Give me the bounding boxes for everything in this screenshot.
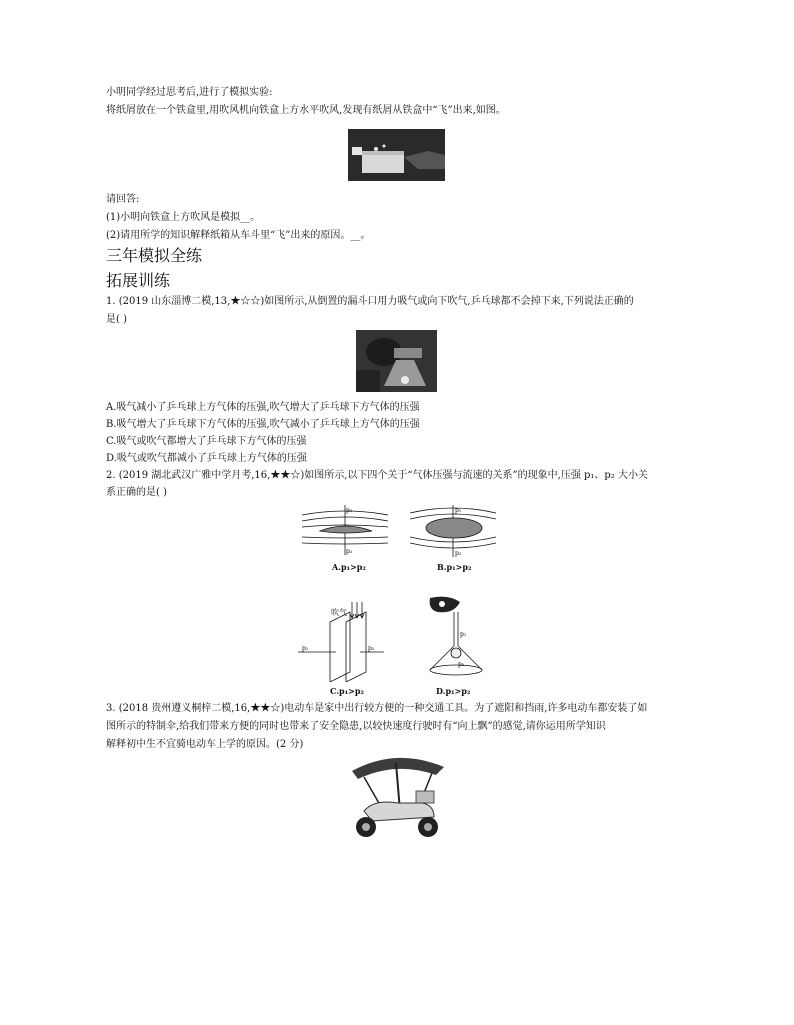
tin-box-photo bbox=[348, 129, 445, 181]
question-2: (2)请用所学的知识解释纸箱从车斗里“飞”出来的原因。__。 bbox=[106, 230, 371, 241]
problem2-line-1: 2. (2019 湖北武汉广雅中学月考,16,★★☆)如图所示,以下四个关于“气体压强与流速的关系”的现象中,压强 p₁、p₂ 大小关 bbox=[106, 470, 648, 481]
figure-a-caption: A.p₁>p₂ bbox=[332, 562, 366, 572]
figure-a-p2-label: p₂ bbox=[346, 548, 353, 555]
figure-a-wing bbox=[300, 503, 390, 563]
figure-d-caption: D.p₁>p₂ bbox=[436, 686, 471, 696]
questions-ask: 请回答: bbox=[106, 194, 140, 205]
funnel-photo-art bbox=[356, 330, 437, 392]
figure-c-blow-label: 吹气 bbox=[331, 608, 347, 617]
problem1-line-2: 是( ) bbox=[106, 314, 127, 325]
scooter-umbrella-image bbox=[344, 751, 448, 841]
figure-b-p2-label: p₂ bbox=[455, 550, 462, 557]
figure-b-caption: B.p₁>p₂ bbox=[437, 562, 472, 572]
problem1-option-c: C.吸气或吹气都增大了乒乓球下方气体的压强 bbox=[106, 436, 307, 447]
question-1: (1)小明向铁盒上方吹风是模拟__。 bbox=[106, 212, 261, 223]
figure-c-p2-label: p₂ bbox=[368, 645, 375, 652]
problem3-line-3: 解释初中生不宜骑电动车上学的原因。(2 分) bbox=[106, 739, 304, 750]
problem1-line-1: 1. (2019 山东淄博二模,13,★☆☆)如图所示,从倒置的漏斗口用力吸气或向下吹气,乒乓球都不会掉下来,下列说法正确的 bbox=[106, 296, 634, 307]
figure-c-sheets bbox=[296, 600, 386, 682]
problem1-option-d: D.吸气或吹气都减小了乒乓球上方气体的压强 bbox=[106, 453, 307, 464]
problem2-line-2: 系正确的是( ) bbox=[106, 487, 167, 498]
intro-line-1: 小明同学经过思考后,进行了模拟实验: bbox=[106, 87, 273, 98]
problem1-option-a: A.吸气减小了乒乓球上方气体的压强,吹气增大了乒乓球下方气体的压强 bbox=[106, 402, 420, 413]
subsection-title: 拓展训练 bbox=[106, 271, 171, 290]
problem3-line-2: 图所示的特制伞,给我们带来方便的同时也带来了安全隐患,以较快速度行驶时有“向上飘”的感觉,请你运用所学知识 bbox=[106, 721, 606, 732]
figure-c-p1-label: p₁ bbox=[302, 645, 309, 652]
figure-c-caption: C.p₁>p₂ bbox=[330, 686, 364, 696]
tin-box-photo-art bbox=[348, 129, 445, 181]
problem3-line-1: 3. (2018 贵州遵义桐梓二模,16,★★☆)电动车是家中出行较方便的一种交通工具。为了遮阳和挡雨,许多电动车都安装了如 bbox=[106, 703, 648, 714]
figure-b-p1-label: p₁ bbox=[455, 507, 462, 514]
figure-d-funnel bbox=[420, 596, 490, 682]
intro-line-2: 将纸屑放在一个铁盒里,用吹风机向铁盒上方水平吹风,发现有纸屑从铁盒中“飞”出来,如图。 bbox=[106, 105, 506, 116]
figure-a-p1-label: p₁ bbox=[346, 507, 353, 514]
figure-d-p2-label: p₂ bbox=[458, 661, 465, 668]
problem1-option-b: B.吸气增大了乒乓球下方气体的压强,吹气减小了乒乓球上方气体的压强 bbox=[106, 419, 420, 430]
figure-d-p1-label: p₁ bbox=[460, 631, 467, 638]
section-title: 三年模拟全练 bbox=[106, 246, 203, 265]
figure-b-teardrop bbox=[408, 503, 498, 563]
funnel-photo bbox=[356, 330, 437, 392]
